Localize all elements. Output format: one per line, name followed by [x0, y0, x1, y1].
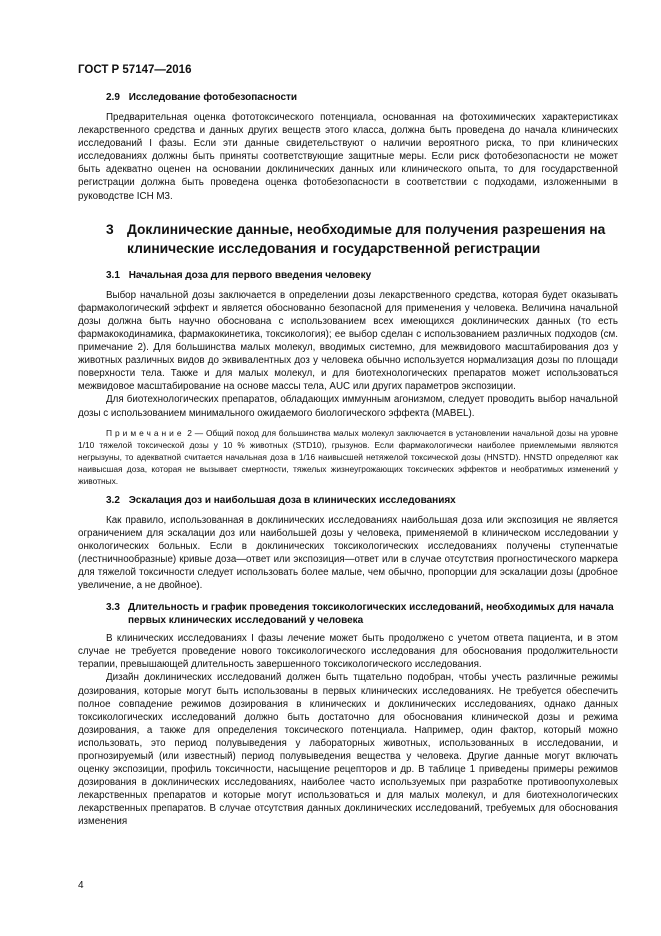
paragraph: Выбор начальной дозы заключается в определении дозы лекарственного средства, которая будет оказывать фармакологический эффект и является обоснованно безопасной для применения у человека. Величина начальной дозы должна быть научно обоснована с использованием всех имеющихся доклинических данных (то есть фармакокодинамика, фармакокинетика, токсикология); ее выбор сделан с использованием различных подходов (см. примечание 2). Для большинства малых молекул, вводимых системно, для межвидового масштабирования доз у животных различных видов до эквивалентных доз у человека обычно используется нормализация дозы по площади поверхности тела. Также и для малых молекул, и для биотехнологических препаратов может использоваться межвидовое масштабирование на основе массы тела, AUC или других параметров экспозиции. — [78, 289, 618, 393]
section-title: Доклинические данные, необходимые для получения разрешения на клинические исследования и государственной регистрации — [127, 221, 606, 256]
section-title: Исследование фотобезопасности — [128, 92, 298, 103]
section-number: 3 — [106, 221, 114, 237]
note-text: 2 — Общий поход для большинства малых молекул заключается в установлении начальной дозы на уровне 1/10 тяжелой токсической дозы у 10 % животных (STD10), грызунов. Если фармакологически наиболее приемлемыми являются негрызуны, то адекватной считается начальная доза в 1/16 наивысшей нетяжелой токсической дозы (HNSTD). HNSTD определяют как наивысшая доза, которая не вызывает смертности, тяжелых жизнеугрожающих токсических эффектов и необратимых изменений у животных. — [78, 427, 618, 486]
paragraph: Как правило, использованная в доклинических исследованиях наибольшая доза или экспозиция не является ограничением для эскалации доз или наибольшей дозы у человека, применяемой в клиническом исследовании у онкологических больных. Если в доклинических токсикологических исследованиях получены ступенчатые (лестничнообразные) кривые доза—ответ или экспозиция—ответ или в случае отсутствия прогностического маркера для тяжелой токсичности следует использовать более малые, чем обычно, пропорции для эскалации дозы (дробное увеличение, а не двойное). — [78, 514, 618, 592]
paragraph: Дизайн доклинических исследований должен быть тщательно подобран, чтобы учесть различные режимы дозирования, которые могут быть использованы в первых клинических исследованиях. Не требуется обеспечить полное совпадение режимов дозирования в клинических и доклинических исследованиях, однако данных токсикологических исследований должно быть достаточно для обоснования клинической дозы и режима дозирования, а также для определения токсического потенциала. Например, один фактор, который можно использовать, это период полувыведения у лабораторных животных, использованных в исследовании, и прогнозируемый (или известный) период полувыведения вещества у человека. Другие данные могут включать оценку экспозиции, профиль токсичности, насыщение рецепторов и др. В таблице 1 приведены примеры режимов дозирования в доклинических исследованиях, наиболее часто используемых при разработке противоопухолевых лекарственных препаратов и которые могут использоваться и для малых молекул, и для биотехнологических лекарственных препаратов. В случае отсутствия данных доклинических исследований, требуемых для обоснования изменения — [78, 672, 618, 828]
section-3-heading — [106, 220, 618, 258]
note-2 — [78, 427, 618, 487]
section-number: 2.9 — [106, 92, 120, 103]
note-label: Примечание — [106, 427, 185, 438]
section-3-3-heading — [106, 601, 618, 627]
section-title: Эскалация доз и наибольшая доза в клинических исследованиях — [128, 494, 456, 506]
section-number: 3.2 — [106, 494, 120, 506]
page-content — [78, 92, 618, 829]
paragraph: Для биотехнологических препаратов, обладающих иммунным агонизмом, следует проводить выбор начальной дозы с использованием минимального ожидаемого биологического эффекта (MABEL). — [78, 394, 618, 419]
section-3-1-heading — [106, 270, 618, 281]
section-number: 3.3 — [106, 602, 120, 614]
page-number: 4 — [78, 880, 84, 891]
section-number: 3.1 — [106, 269, 120, 281]
paragraph: Предварительная оценка фототоксического потенциала, основанная на фотохимических характеристиках лекарственного средства и данных других веществ этого класса, должна быть проведена до начала клинических исследований I фазы. Если эти данные свидетельствуют о наличии вероятного риска, то при клинических исследованиях должны быть приняты соответствующие защитные меры. Если риск фотобезопасности не может быть адекватно оценен на основании доклинических данных или клинического опыта, то для государственной регистрации должна быть проведена оценка фотобезопасности в соответствии с подходами, изложенными в руководстве ICH M3. — [78, 112, 618, 202]
section-title: Начальная доза для первого введения человеку — [128, 269, 372, 281]
section-2-9-heading — [106, 92, 618, 103]
section-3-2-heading — [106, 495, 618, 506]
standard-header: ГОСТ Р 57147—2016 — [78, 64, 192, 76]
section-title: Длительность и график проведения токсикологических исследований, необходимых для начала первых клинических исследований у человека — [128, 602, 614, 627]
paragraph: В клинических исследованиях I фазы лечение может быть продолжено с учетом ответа пациента, и в этом случае не требуется проведение нового токсикологического исследования для обоснования продолжительности терапии, превышающей длительность завершенного токсикологического исследования. — [78, 633, 618, 671]
